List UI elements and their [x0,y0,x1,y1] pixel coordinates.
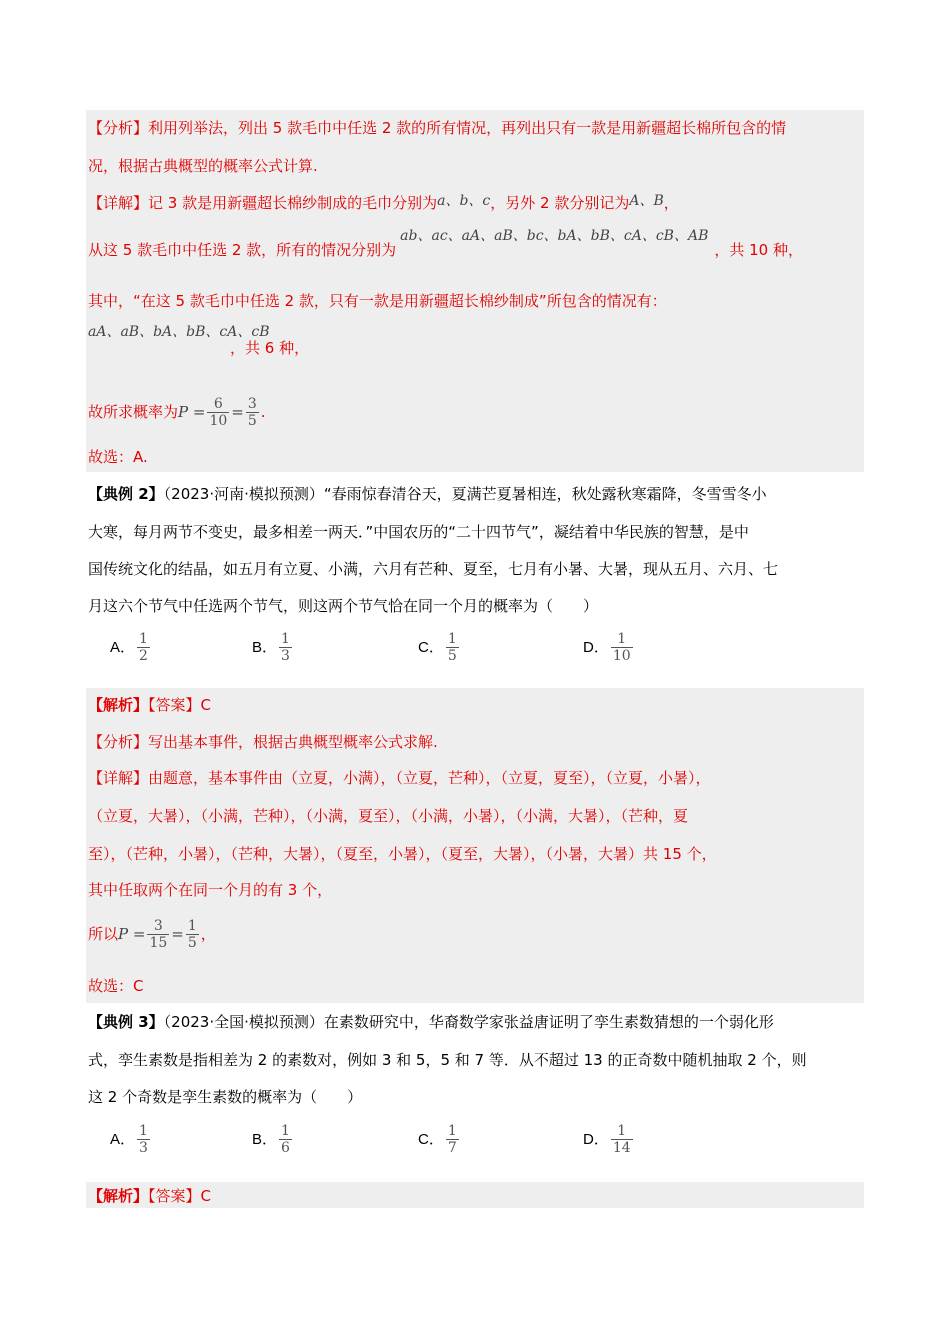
answer-tag: 【答案】 [148,696,201,714]
fraction: $\frac{3}{5}$ [247,396,257,429]
question-3-option-b[interactable]: B． $\frac{1}{6}$ [252,1123,290,1156]
fraction: $\frac{1}{14}$ [612,1123,631,1156]
question-3-line-3: 这 2 个奇数是孪生素数的概率为（ ） [88,1088,363,1106]
fraction: $\frac{3}{15}$ [149,918,168,951]
analysis-line-1: 【分析】利用列举法，列出 5 款毛巾中任选 2 款的所有情况，再列出只有一款是用新疆超长棉所包含的情 [88,119,787,137]
detail-2-line-2: （立夏，大暑），（小满，芒种），（小满，夏至），（小满，小暑），（小满，大暑），（芒种，夏 [88,807,689,825]
question-2-option-c[interactable]: C． $\frac{1}{5}$ [418,631,457,664]
question-2-line-1: 【典例 2】（2023·河南·模拟预测）“春雨惊春清谷天，夏满芒夏暑相连，秋处露秋寒霜降，冬雪雪冬小 [88,485,767,503]
fraction: $\frac{1}{6}$ [281,1123,290,1156]
detail-2-line-5: 所以P = $\frac{3}{15}$ = $\frac{1}{5}$ ， [88,918,216,951]
analysis-tag: 【分析】 [88,119,149,137]
question-2-line-4: 月这六个节气中任选两个节气，则这两个节气恰在同一个月的概率为（ ） [88,597,599,615]
solution-2-header [88,694,211,716]
detail-2-line-3: 至），（芒种，小暑），（芒种，大暑），（夏至，小暑），（夏至，大暑），（小暑，大暑）共 15 个， [88,845,717,863]
question-2-option-a[interactable]: A． $\frac{1}{2}$ [110,631,148,664]
fraction: $\frac{1}{5}$ [187,918,197,951]
fraction: $\frac{1}{3}$ [139,1123,148,1156]
question-2-option-b[interactable]: B． $\frac{1}{3}$ [252,631,290,664]
jiexi-tag: 【解析】 [88,1187,149,1205]
solution-3-header [88,1185,211,1207]
answer-line-2: 故选：C [88,977,144,995]
detail-line-1: 【详解】记 3 款是用新疆超长棉纱制成的毛巾分别为a、b、c，另外 2 款分别记为A、B， [88,193,679,212]
detail-line-2: 从这 5 款毛巾中任选 2 款，所有的情况分别为ab、ac、aA、aB、bc、bA、bB、cA、cB、AB，共 10 种， [88,228,803,259]
detail-tag: 【详解】 [88,194,149,212]
detail-line-5: 故所求概率为P = $\frac{6}{10}$ = $\frac{3}{5}$ . [88,396,266,429]
fraction: $\frac{1}{10}$ [612,631,631,664]
question-3-option-d[interactable]: D． $\frac{1}{14}$ [583,1123,631,1156]
detail-line-3: 其中，“在这 5 款毛巾中任选 2 款，只有一款是用新疆超长棉纱制成”所包含的情况有： [88,292,667,310]
detail-line-4b: ，共 6 种， [230,339,310,357]
detail-2-line-4: 其中任取两个在同一个月的有 3 个， [88,881,333,899]
answer-value: C [200,696,212,714]
question-2-option-d[interactable]: D． $\frac{1}{10}$ [583,631,631,664]
question-3-line-1: 【典例 3】（2023·全国·模拟预测）在素数研究中，华裔数学家张益唐证明了孪生素数猜想的一个弱化形 [88,1013,774,1031]
answer-value: C [200,1187,212,1205]
fraction: $\frac{1}{2}$ [139,631,148,664]
question-2-line-2: 大寒，每月两节不变史，最多相差一两天．”中国农历的“二十四节气”，凝结着中华民族的智慧，是中 [88,523,749,541]
analysis-2: 【分析】写出基本事件，根据古典概型概率公式求解. [88,733,438,751]
question-2-line-3: 国传统文化的结晶，如五月有立夏、小满，六月有芒种、夏至，七月有小暑、大暑，现从五月、六月、七 [88,560,779,578]
question-3-option-c[interactable]: C． $\frac{1}{7}$ [418,1123,457,1156]
question-3-tag: 【典例 3】 [88,1013,164,1031]
question-3-option-a[interactable]: A． $\frac{1}{3}$ [110,1123,148,1156]
question-2-tag: 【典例 2】 [88,485,164,503]
detail-2-line-1: 【详解】由题意，基本事件由（立夏，小满），（立夏，芒种），（立夏，夏至），（立夏，小暑）， [88,769,711,787]
detail-line-4: aA、aB、bA、bB、cA、cB [88,324,270,340]
jiexi-tag: 【解析】 [88,696,149,714]
answer-line-1: 故选：A. [88,448,148,466]
answer-tag: 【答案】 [148,1187,201,1205]
fraction: $\frac{1}{3}$ [281,631,290,664]
fraction: $\frac{1}{5}$ [447,631,457,664]
analysis-line-2: 况，根据古典概型的概率公式计算. [88,157,318,175]
fraction: $\frac{6}{10}$ [209,396,228,429]
question-3-line-2: 式，孪生素数是指相差为 2 的素数对，例如 3 和 5，5 和 7 等．从不超过 13 的正奇数中随机抽取 2 个，则 [88,1051,807,1069]
fraction: $\frac{1}{7}$ [447,1123,457,1156]
